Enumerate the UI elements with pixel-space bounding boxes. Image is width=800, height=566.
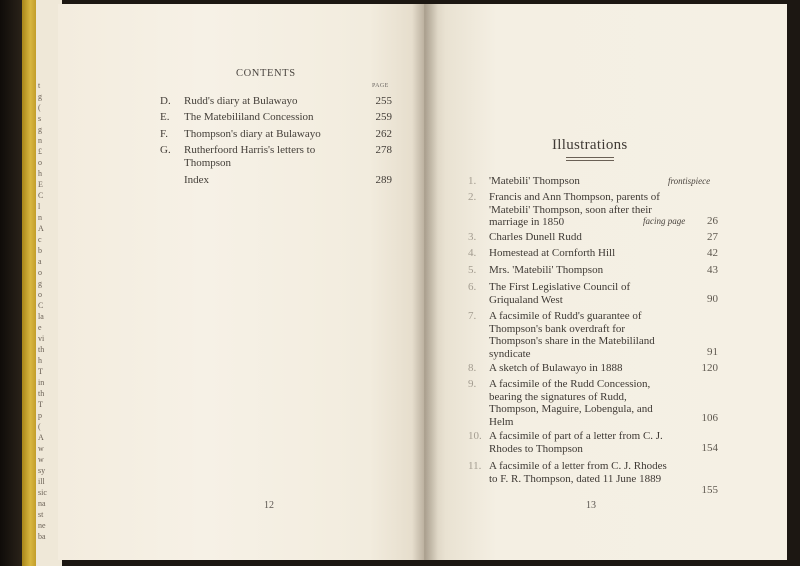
- illustration-number: 1.: [468, 175, 477, 187]
- underlying-text-fragment: A: [38, 224, 44, 233]
- heading-rule: [566, 160, 614, 161]
- illustration-title: A facsimile of the Rudd Concession, bearing the signatures of Rudd, Thompson, Maguire, Lobengula, and Helm: [489, 378, 653, 428]
- toc-page-number: 259: [375, 111, 392, 123]
- book-cover-edge: [22, 0, 36, 566]
- illustration-title: A facsimile of Rudd's guarantee of Thompson's bank overdraft for Thompson's share in the Matebililand syndicate: [489, 310, 655, 360]
- underlying-text-fragment: a: [38, 257, 42, 266]
- illustration-number: 8.: [468, 362, 477, 374]
- illustration-page-number: 43: [707, 264, 718, 276]
- underlying-text-fragment: w: [38, 444, 44, 453]
- underlying-text-fragment: s: [38, 114, 42, 123]
- illustration-title: A facsimile of part of a letter from C. J. Rhodes to Thompson: [489, 430, 663, 455]
- toc-page-number: 278: [375, 144, 392, 156]
- underlying-text-fragment: l: [38, 202, 41, 211]
- underlying-text-fragment: st: [38, 510, 44, 519]
- book-gutter-shadow: [412, 4, 438, 560]
- illustration-number: 7.: [468, 310, 477, 322]
- illustration-title: A sketch of Bulawayo in 1888: [489, 362, 623, 374]
- toc-title: Thompson's diary at Bulawayo: [184, 128, 321, 140]
- underlying-text-fragment: h: [38, 169, 42, 178]
- underlying-text-fragment: ne: [38, 521, 46, 530]
- underlying-text-fragment: n: [38, 213, 42, 222]
- underlying-text-fragment: ill: [38, 477, 45, 486]
- toc-page-number: 255: [375, 95, 392, 107]
- underlying-text-fragment: g: [38, 279, 42, 288]
- underlying-text-fragment: b: [38, 246, 42, 255]
- underlying-text-fragment: p: [38, 411, 42, 420]
- toc-letter: G.: [160, 144, 171, 156]
- underlying-text-fragment: th: [38, 345, 45, 354]
- book-right-edge: [787, 0, 800, 566]
- contents-heading: CONTENTS: [236, 68, 296, 79]
- illustration-number: 6.: [468, 281, 477, 293]
- toc-letter: D.: [160, 95, 171, 107]
- illustration-note: frontispiece: [668, 176, 711, 186]
- illustration-number: 9.: [468, 378, 477, 390]
- toc-title: The Matebililand Concession: [184, 111, 314, 123]
- illustration-title: A facsimile of a letter from C. J. Rhodes to F. R. Thompson, dated 11 June 1889: [489, 460, 667, 485]
- underlying-text-fragment: T: [38, 367, 43, 376]
- underlying-text-fragment: ba: [38, 532, 46, 541]
- illustration-title: The First Legislative Council of Griqualand West: [489, 281, 631, 306]
- illustration-page-number: 90: [707, 293, 718, 305]
- page-column-label: PAGE: [372, 83, 389, 89]
- illustration-page-number: 26: [707, 215, 718, 227]
- underlying-text-fragment: (: [38, 422, 41, 431]
- illustrations-heading: Illustrations: [552, 137, 628, 153]
- underlying-text-fragment: C: [38, 301, 44, 310]
- toc-title: Rutherfoord Harris's letters to Thompson: [184, 144, 316, 169]
- toc-letter: F.: [160, 128, 168, 140]
- underlying-text-fragment: g: [38, 125, 42, 134]
- illustration-page-number: 27: [707, 231, 718, 243]
- underlying-text-fragment: g: [38, 92, 42, 101]
- illustration-page-number: 106: [701, 412, 718, 424]
- underlying-text-fragment: o: [38, 268, 42, 277]
- illustration-title: Mrs. 'Matebili' Thompson: [489, 264, 604, 276]
- underlying-text-fragment: sic: [38, 488, 47, 497]
- illustration-title: Homestead at Cornforth Hill: [489, 247, 616, 259]
- toc-title: Rudd's diary at Bulawayo: [184, 95, 298, 107]
- underlying-text-fragment: C: [38, 191, 44, 200]
- underlying-text-fragment: T: [38, 400, 43, 409]
- toc-page-number: 262: [375, 128, 392, 140]
- illustration-page-number: 120: [701, 362, 718, 374]
- underlying-text-fragment: la: [38, 312, 44, 321]
- toc-title: Index: [184, 174, 210, 186]
- underlying-text-fragment: c: [38, 235, 42, 244]
- underlying-text-fragment: o: [38, 290, 42, 299]
- illustration-page-number: 91: [707, 346, 718, 358]
- left-page: [58, 4, 424, 560]
- underlying-text-fragment: £: [38, 147, 42, 156]
- illustration-note: facing page: [643, 216, 686, 226]
- left-page-number: 12: [264, 500, 274, 511]
- toc-letter: E.: [160, 111, 170, 123]
- underlying-text-fragment: vi: [38, 334, 45, 343]
- underlying-text-fragment: e: [38, 323, 42, 332]
- underlying-text-fragment: n: [38, 136, 42, 145]
- illustration-number: 2.: [468, 191, 477, 203]
- book-spine-shadow: [0, 0, 22, 566]
- illustration-number: 11.: [468, 460, 482, 472]
- underlying-text-fragment: A: [38, 433, 44, 442]
- underlying-text-fragment: na: [38, 499, 46, 508]
- illustration-number: 10.: [468, 430, 482, 442]
- toc-page-number: 289: [375, 174, 392, 186]
- underlying-text-fragment: in: [38, 378, 45, 387]
- right-page-number: 13: [586, 500, 596, 511]
- illustration-page-number: 155: [701, 484, 718, 496]
- underlying-text-fragment: t: [38, 81, 41, 90]
- underlying-text-fragment: sy: [38, 466, 46, 475]
- illustration-title: 'Matebili' Thompson: [489, 175, 580, 187]
- illustration-title: Francis and Ann Thompson, parents of 'Matebili' Thompson, soon after their marriage in 1850: [489, 191, 660, 228]
- underlying-text-fragment: o: [38, 158, 42, 167]
- illustration-number: 4.: [468, 247, 477, 259]
- illustration-page-number: 154: [701, 442, 718, 454]
- illustration-page-number: 42: [707, 247, 718, 259]
- underlying-text-fragment: th: [38, 389, 45, 398]
- underlying-text-fragment: w: [38, 455, 44, 464]
- heading-rule: [566, 157, 614, 158]
- underlying-text-fragment: (: [38, 103, 41, 112]
- underlying-text-fragment: E: [38, 180, 43, 189]
- illustration-number: 5.: [468, 264, 477, 276]
- underlying-text-fragment: h: [38, 356, 42, 365]
- illustration-title: Charles Dunell Rudd: [489, 231, 582, 243]
- illustration-number: 3.: [468, 231, 477, 243]
